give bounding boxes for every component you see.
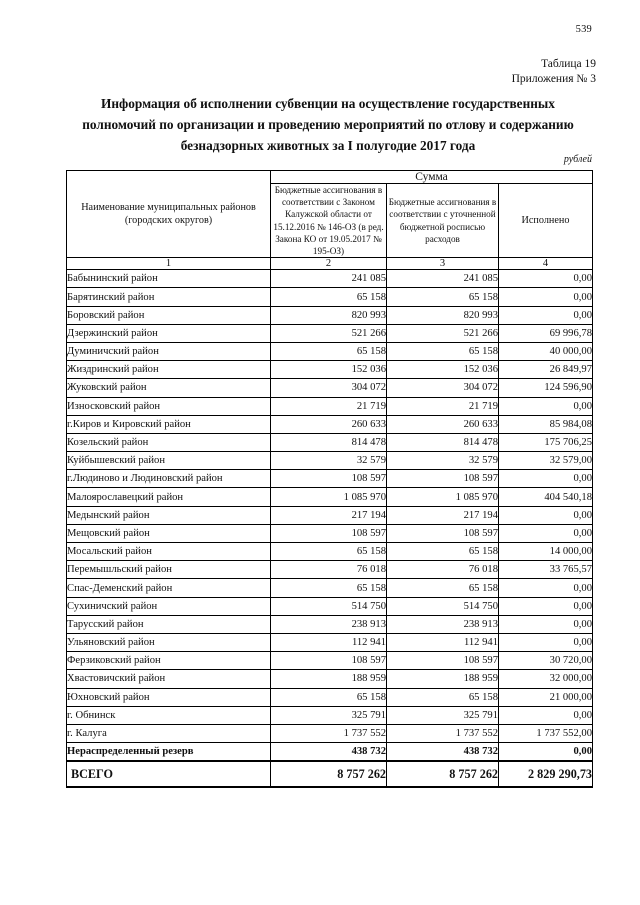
appendix-label: Приложения № 3 bbox=[511, 73, 596, 85]
table-header bbox=[67, 171, 593, 270]
table-row bbox=[67, 361, 593, 379]
row-allocated-revised: 217 194 bbox=[387, 506, 499, 524]
subvention-table-wrapper bbox=[66, 170, 592, 788]
row-municipality-name: Думиничский район bbox=[67, 342, 271, 360]
row-municipality-name: г.Киров и Кировский район bbox=[67, 415, 271, 433]
row-allocated-law: 514 750 bbox=[271, 597, 387, 615]
row-allocated-revised: 521 266 bbox=[387, 324, 499, 342]
row-allocated-law: 304 072 bbox=[271, 379, 387, 397]
row-municipality-name: Износковский район bbox=[67, 397, 271, 415]
row-allocated-revised: 65 158 bbox=[387, 579, 499, 597]
row-municipality-name: Ферзиковский район bbox=[67, 652, 271, 670]
title-line-1: Информация об исполнении субвенции на осуществление государственных bbox=[101, 96, 555, 111]
row-allocated-law: 32 579 bbox=[271, 452, 387, 470]
row-executed: 21 000,00 bbox=[499, 688, 593, 706]
row-allocated-revised: 325 791 bbox=[387, 706, 499, 724]
column-number-3: 3 bbox=[387, 258, 499, 270]
row-municipality-name: Жиздринский район bbox=[67, 361, 271, 379]
row-allocated-revised: 152 036 bbox=[387, 361, 499, 379]
row-municipality-name: Нераспределенный резерв bbox=[67, 743, 271, 762]
row-allocated-revised: 514 750 bbox=[387, 597, 499, 615]
row-allocated-revised: 21 719 bbox=[387, 397, 499, 415]
row-allocated-law: 241 085 bbox=[271, 270, 387, 288]
column-number-2: 2 bbox=[271, 258, 387, 270]
document-reference bbox=[0, 57, 596, 87]
table-row bbox=[67, 633, 593, 651]
row-allocated-law: 108 597 bbox=[271, 524, 387, 542]
row-allocated-revised: 108 597 bbox=[387, 470, 499, 488]
row-allocated-revised: 65 158 bbox=[387, 288, 499, 306]
row-municipality-name: Мещовский район bbox=[67, 524, 271, 542]
row-municipality-name: Мосальский район bbox=[67, 543, 271, 561]
row-municipality-name: Бабынинский район bbox=[67, 270, 271, 288]
row-allocated-law: 112 941 bbox=[271, 633, 387, 651]
table-row bbox=[67, 397, 593, 415]
row-allocated-law: 65 158 bbox=[271, 288, 387, 306]
table-row bbox=[67, 670, 593, 688]
row-allocated-revised: 65 158 bbox=[387, 342, 499, 360]
row-allocated-law: 65 158 bbox=[271, 543, 387, 561]
row-allocated-revised: 820 993 bbox=[387, 306, 499, 324]
row-municipality-name: Козельский район bbox=[67, 433, 271, 451]
total-allocated-law: 8 757 262 bbox=[271, 761, 387, 787]
header-municipality-name: Наименование муниципальных районов (городских округов) bbox=[67, 171, 271, 258]
row-executed: 0,00 bbox=[499, 524, 593, 542]
row-allocated-law: 814 478 bbox=[271, 433, 387, 451]
row-municipality-name: г. Обнинск bbox=[67, 706, 271, 724]
title-line-3: содержанию безнадзорных животных за I полугодие 2017 года bbox=[180, 117, 574, 153]
table-row bbox=[67, 452, 593, 470]
table-row bbox=[67, 306, 593, 324]
row-allocated-law: 65 158 bbox=[271, 342, 387, 360]
table-row bbox=[67, 615, 593, 633]
row-municipality-name: Тарусский район bbox=[67, 615, 271, 633]
row-allocated-revised: 76 018 bbox=[387, 561, 499, 579]
row-executed: 40 000,00 bbox=[499, 342, 593, 360]
row-allocated-law: 521 266 bbox=[271, 324, 387, 342]
row-municipality-name: г.Людиново и Людиновский район bbox=[67, 470, 271, 488]
row-executed: 32 579,00 bbox=[499, 452, 593, 470]
row-municipality-name: г. Калуга bbox=[67, 724, 271, 742]
row-municipality-name: Малоярославецкий район bbox=[67, 488, 271, 506]
row-executed: 69 996,78 bbox=[499, 324, 593, 342]
header-sum-group: Сумма bbox=[271, 171, 593, 184]
row-allocated-revised: 438 732 bbox=[387, 743, 499, 762]
row-municipality-name: Хвастовичский район bbox=[67, 670, 271, 688]
row-allocated-revised: 108 597 bbox=[387, 524, 499, 542]
page-title bbox=[66, 93, 590, 156]
row-executed: 175 706,25 bbox=[499, 433, 593, 451]
row-allocated-revised: 188 959 bbox=[387, 670, 499, 688]
row-executed: 30 720,00 bbox=[499, 652, 593, 670]
units-label: рублей bbox=[563, 154, 592, 165]
subvention-table bbox=[66, 170, 593, 788]
row-allocated-revised: 814 478 bbox=[387, 433, 499, 451]
row-municipality-name: Ульяновский район bbox=[67, 633, 271, 651]
row-allocated-revised: 65 158 bbox=[387, 688, 499, 706]
row-allocated-revised: 32 579 bbox=[387, 452, 499, 470]
table-row bbox=[67, 724, 593, 742]
row-allocated-law: 65 158 bbox=[271, 579, 387, 597]
row-allocated-law: 438 732 bbox=[271, 743, 387, 762]
row-executed: 14 000,00 bbox=[499, 543, 593, 561]
row-allocated-law: 820 993 bbox=[271, 306, 387, 324]
table-row bbox=[67, 543, 593, 561]
row-allocated-revised: 1 737 552 bbox=[387, 724, 499, 742]
table-row bbox=[67, 524, 593, 542]
row-allocated-law: 325 791 bbox=[271, 706, 387, 724]
row-executed: 0,00 bbox=[499, 579, 593, 597]
row-executed: 32 000,00 bbox=[499, 670, 593, 688]
table-row bbox=[67, 506, 593, 524]
table-row bbox=[67, 433, 593, 451]
table-row bbox=[67, 324, 593, 342]
row-allocated-law: 65 158 bbox=[271, 688, 387, 706]
title-line-2: полномочий по организации и проведению мероприятий по отлову и bbox=[82, 117, 497, 132]
row-executed: 0,00 bbox=[499, 470, 593, 488]
row-allocated-revised: 65 158 bbox=[387, 543, 499, 561]
row-executed: 124 596,90 bbox=[499, 379, 593, 397]
row-executed: 0,00 bbox=[499, 306, 593, 324]
column-number-4: 4 bbox=[499, 258, 593, 270]
row-executed: 0,00 bbox=[499, 706, 593, 724]
table-body bbox=[67, 270, 593, 788]
row-executed: 33 765,57 bbox=[499, 561, 593, 579]
row-allocated-revised: 108 597 bbox=[387, 652, 499, 670]
row-executed: 404 540,18 bbox=[499, 488, 593, 506]
table-row bbox=[67, 597, 593, 615]
row-executed: 0,00 bbox=[499, 288, 593, 306]
column-number-row bbox=[67, 258, 593, 270]
table-row bbox=[67, 470, 593, 488]
total-label: ВСЕГО bbox=[67, 761, 271, 787]
table-row bbox=[67, 579, 593, 597]
row-municipality-name: Спас-Деменский район bbox=[67, 579, 271, 597]
row-municipality-name: Куйбышевский район bbox=[67, 452, 271, 470]
total-executed: 2 829 290,73 bbox=[499, 761, 593, 787]
total-allocated-revised: 8 757 262 bbox=[387, 761, 499, 787]
row-allocated-law: 188 959 bbox=[271, 670, 387, 688]
row-municipality-name: Юхновский район bbox=[67, 688, 271, 706]
header-allocated-revised: Бюджетные ассигнования в соответствии с уточненной бюджетной росписью расходов bbox=[387, 184, 499, 258]
row-executed: 0,00 bbox=[499, 270, 593, 288]
row-executed: 0,00 bbox=[499, 615, 593, 633]
row-allocated-revised: 112 941 bbox=[387, 633, 499, 651]
table-row bbox=[67, 706, 593, 724]
table-label: Таблица 19 bbox=[541, 58, 596, 70]
row-executed: 0,00 bbox=[499, 633, 593, 651]
row-allocated-law: 152 036 bbox=[271, 361, 387, 379]
row-allocated-revised: 260 633 bbox=[387, 415, 499, 433]
table-row bbox=[67, 561, 593, 579]
row-allocated-revised: 238 913 bbox=[387, 615, 499, 633]
row-allocated-law: 108 597 bbox=[271, 652, 387, 670]
column-number-1: 1 bbox=[67, 258, 271, 270]
row-executed: 1 737 552,00 bbox=[499, 724, 593, 742]
row-municipality-name: Перемышльский район bbox=[67, 561, 271, 579]
table-row bbox=[67, 652, 593, 670]
row-municipality-name: Сухиничский район bbox=[67, 597, 271, 615]
row-executed: 26 849,97 bbox=[499, 361, 593, 379]
row-allocated-law: 108 597 bbox=[271, 470, 387, 488]
row-allocated-revised: 304 072 bbox=[387, 379, 499, 397]
row-executed: 0,00 bbox=[499, 506, 593, 524]
row-executed: 0,00 bbox=[499, 597, 593, 615]
row-municipality-name: Медынский район bbox=[67, 506, 271, 524]
table-row bbox=[67, 743, 593, 762]
row-municipality-name: Боровский район bbox=[67, 306, 271, 324]
row-allocated-law: 21 719 bbox=[271, 397, 387, 415]
header-executed: Исполнено bbox=[499, 184, 593, 258]
row-municipality-name: Барятинский район bbox=[67, 288, 271, 306]
row-allocated-law: 1 085 970 bbox=[271, 488, 387, 506]
table-row bbox=[67, 379, 593, 397]
table-row bbox=[67, 288, 593, 306]
row-allocated-law: 1 737 552 bbox=[271, 724, 387, 742]
table-row bbox=[67, 270, 593, 288]
table-row bbox=[67, 488, 593, 506]
row-allocated-law: 76 018 bbox=[271, 561, 387, 579]
row-allocated-law: 260 633 bbox=[271, 415, 387, 433]
row-allocated-law: 238 913 bbox=[271, 615, 387, 633]
row-allocated-revised: 1 085 970 bbox=[387, 488, 499, 506]
row-executed: 0,00 bbox=[499, 397, 593, 415]
row-executed: 85 984,08 bbox=[499, 415, 593, 433]
table-row bbox=[67, 342, 593, 360]
table-row bbox=[67, 415, 593, 433]
row-executed: 0,00 bbox=[499, 743, 593, 762]
row-municipality-name: Дзержинский район bbox=[67, 324, 271, 342]
row-municipality-name: Жуковский район bbox=[67, 379, 271, 397]
page-number: 539 bbox=[575, 24, 592, 35]
table-total-row bbox=[67, 761, 593, 787]
header-allocated-law: Бюджетные ассигнования в соответствии с Законом Калужской области от 15.12.2016 № 146-ОЗ (в ред. Закона КО от 19.05.2017 № 195-ОЗ) bbox=[271, 184, 387, 258]
row-allocated-revised: 241 085 bbox=[387, 270, 499, 288]
row-allocated-law: 217 194 bbox=[271, 506, 387, 524]
table-row bbox=[67, 688, 593, 706]
header-row-group bbox=[67, 171, 593, 184]
